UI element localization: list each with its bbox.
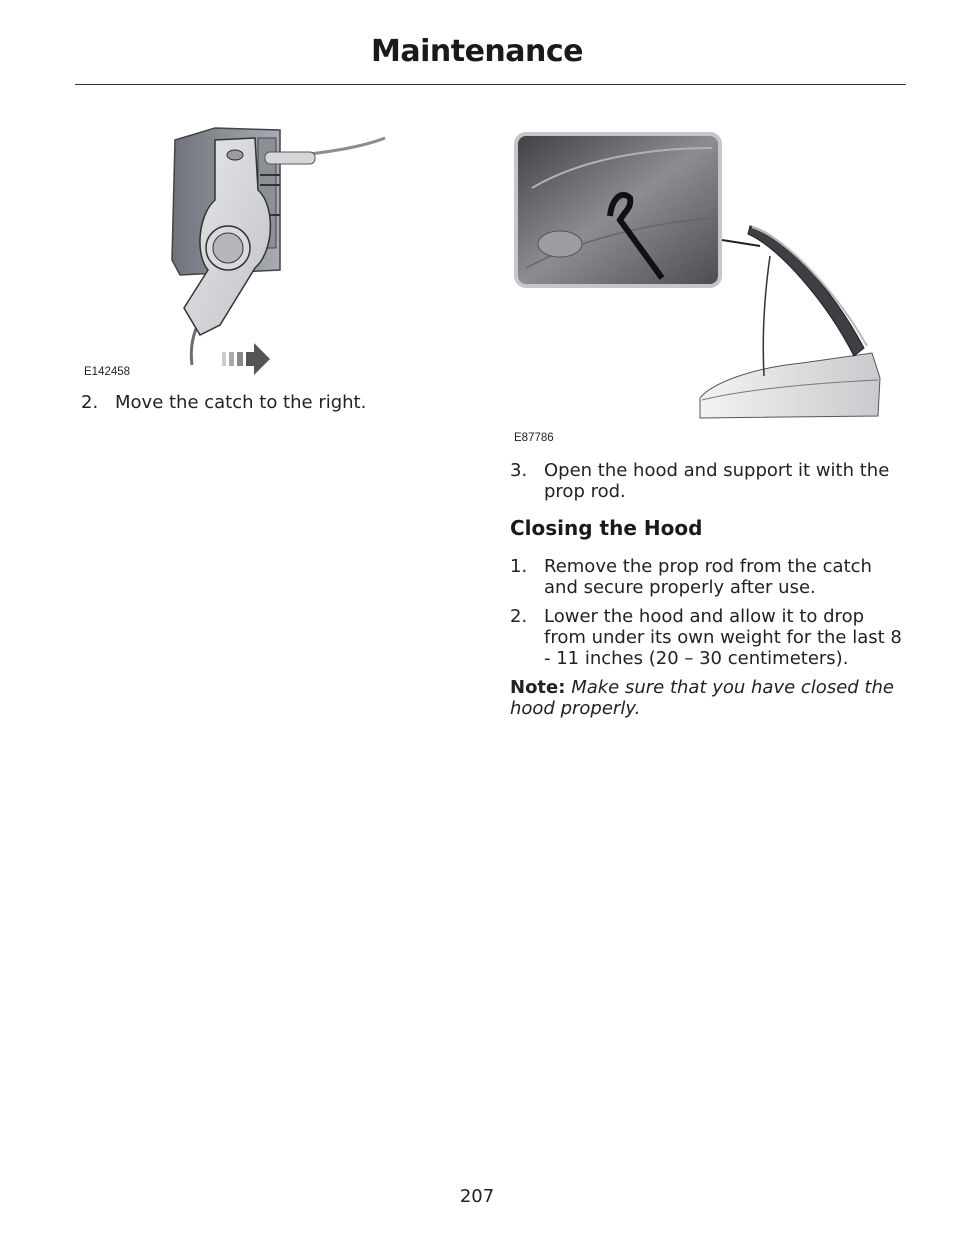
step-text: Lower the hood and allow it to drop from under its own weight for the last 8 - 11 inches (20 – 30 centimeters). bbox=[544, 606, 902, 669]
note-text: Make sure that you have closed the hood properly. bbox=[510, 677, 894, 719]
step-lower-hood bbox=[510, 606, 902, 669]
figure-code-hood: E87786 bbox=[514, 432, 554, 444]
hood-prop-illustration bbox=[512, 128, 884, 420]
step-move-catch bbox=[81, 392, 461, 413]
catch-drawing bbox=[80, 120, 400, 382]
step-text: Move the catch to the right. bbox=[115, 392, 367, 413]
section-title-closing-hood: Closing the Hood bbox=[510, 516, 703, 540]
hood-drawing bbox=[512, 128, 884, 420]
note-label: Note: bbox=[510, 677, 566, 698]
note-close-hood bbox=[510, 677, 902, 719]
step-open-hood bbox=[510, 460, 902, 502]
step-number: 2. bbox=[81, 392, 99, 413]
catch-illustration bbox=[80, 120, 400, 382]
step-number: 2. bbox=[510, 606, 528, 627]
page-title: Maintenance bbox=[370, 34, 583, 69]
page-number: 207 bbox=[459, 1186, 495, 1207]
step-text: Open the hood and support it with the prop rod. bbox=[544, 460, 890, 502]
header-divider bbox=[75, 84, 906, 85]
figure-code-catch: E142458 bbox=[84, 366, 131, 378]
step-number: 1. bbox=[510, 556, 528, 577]
step-text: Remove the prop rod from the catch and secure properly after use. bbox=[544, 556, 872, 598]
step-remove-prop-rod bbox=[510, 556, 902, 598]
step-number: 3. bbox=[510, 460, 528, 481]
